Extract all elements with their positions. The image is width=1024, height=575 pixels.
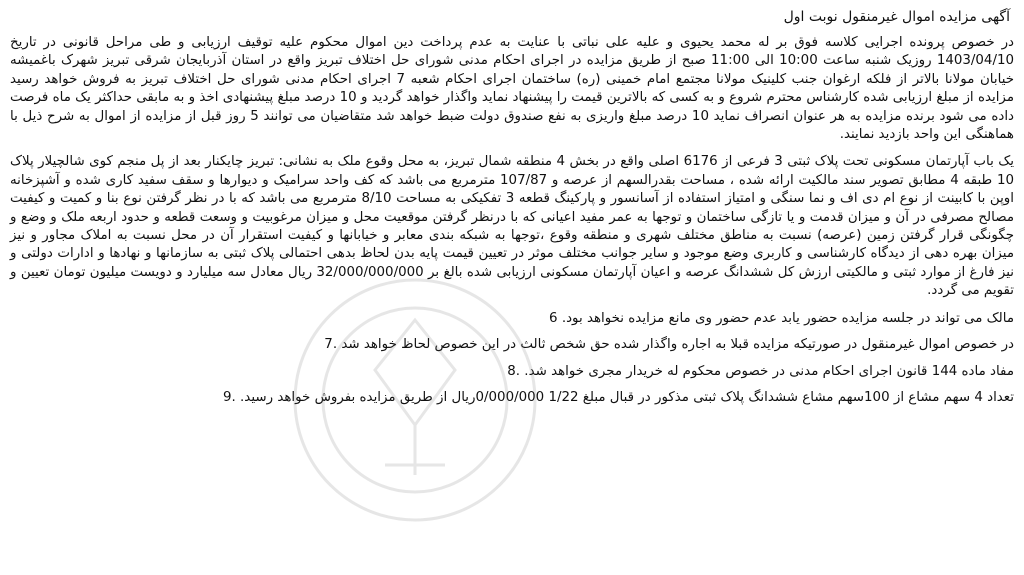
- notice-item-6: مالک می تواند در جلسه مزایده حضور یابد عدم حضور وی مانع مزایده نخواهد بود. 6: [549, 310, 1014, 326]
- notice-paragraph-intro: در خصوص پرونده اجرایی کلاسه فوق بر له محمد یحیوی و علیه علی نباتی با عنایت به عدم پرداخت دین اموال محکوم علیه توقیف ارزیابی و طی مراحل قانونی در تاریخ 1403/04/10 روزیک شنبه ساعت 10:00 الی 11:00 صبح از طریق مزایده در اجرای احکام مدنی شورای حل اختلاف تبریز واقع در استان آذربایجان شرقی تبریز شهرک باغمیشه خیابان مولانا بالاتر از فلکه ارغوان جنب کلینیک مولانا مجتمع امام خمینی (ره) ساختمان اجرای احکام شعبه 7 اجرای احکام مدنی شورای حل اختلاف تبریز به فروش خواهد رسید مزایده از مبلغ ارزیابی شده کارشناس محترم شروع و به کسی که بالاترین قیمت را پیشنهاد نماید واگذار خواهد گردید و 10 درصد مبلغ پیشنهادی اخذ و به مابقی حداکثر یک ماه فرصت داده می شود برنده مزایده به هر عنوان انصراف نماید 10 درصد مبلغ واریزی به نفع صندوق دولت ضبط خواهد شد متقاضیان می توانند 5 روز قبل از مزایده از اموال به شرح ذیل با هماهنگی این واحد بازدید نمایند.: [10, 35, 1015, 143]
- notice-title: آگهی مزایده اموال غیرمنقول نوبت اول: [783, 9, 1010, 25]
- notice-paragraph-property: یک باب آپارتمان مسکونی تحت پلاک ثبتی 3 فرعی از 6176 اصلی واقع در بخش 4 منطقه شمال تبریز، به محل وقوع ملک به نشانی: تبریز چایکنار بعد از پل منجم کوی شالچیلار پلاک 10 طبقه 4 مطابق تصویر سند مالکیت ارائه شده ، مساحت بقدرالسهم از عرصه و 107/87 مترمربع می باشد که کف واحد سرامیک و دیوارها و سقف سفید کاری شده و آشپزخانه اوپن با کابینت از نوع ام دی اف و نما سنگی و امتیاز استفاده از آسانسور و پارکینگ قطعه 3 تفکیکی به مساحت 8/10 مترمربع می باشد که با در نظر گرفتن نوع بنا و کمیت و کیفیت مصالح مصرفی در آن و میزان قدمت و یا تازگی ساختمان و توجها به عمر مفید اعیانی که با درنظر گرفتن موقعیت محل و میزان مرغوبیت و وسعت قطعه و حدود اربعه ملک و وضع و چگونگی قرار گرفتن زمین (عرصه) نسبت به مناطق مختلف شهری و منطقه وقوع ،توجها به شبکه بندی معابر و خیابانها و کیفیت استقرار آن در محل نسبت به املاک مجاور و نیز میزان بهره دهی از دیدگاه کارشناسی و کاربری وضع موجود و سایر جوانب مختلف موثر در تعیین قیمت پایه بدن لحاظ بدهی احتمالی پلاک ثبتی به سازمانها و نهادها و ادارات دولتی و نیز فارغ از موارد ثبتی و مالکیتی ارزش کل ششدانگ عرصه و اعیان آپارتمان مسکونی ارزیابی شده بالغ بر 32/000/000/000 ریال معادل سه میلیارد و دویست میلیون تومان تعیین و تقویم می گردد.: [10, 154, 1014, 299]
- notice-item-9: تعداد 4 سهم مشاع از 100سهم مشاع ششدانگ پلاک ثبتی مذکور در قبال مبلغ 1/22 0/000/000ریال از طریق مزایده بفروش خواهد رسید. .9: [223, 389, 1014, 405]
- notice-item-8: مفاد ماده 144 قانون اجرای احکام مدنی در خصوص محکوم له خریدار مجری خواهد شد. .8: [507, 363, 1014, 379]
- notice-item-7: در خصوص اموال غیرمنقول در صورتیکه مزایده قبلا به اجاره واگذار شده حق شخص ثالث در این خصوص لحاظ خواهد شد .7: [324, 337, 1014, 353]
